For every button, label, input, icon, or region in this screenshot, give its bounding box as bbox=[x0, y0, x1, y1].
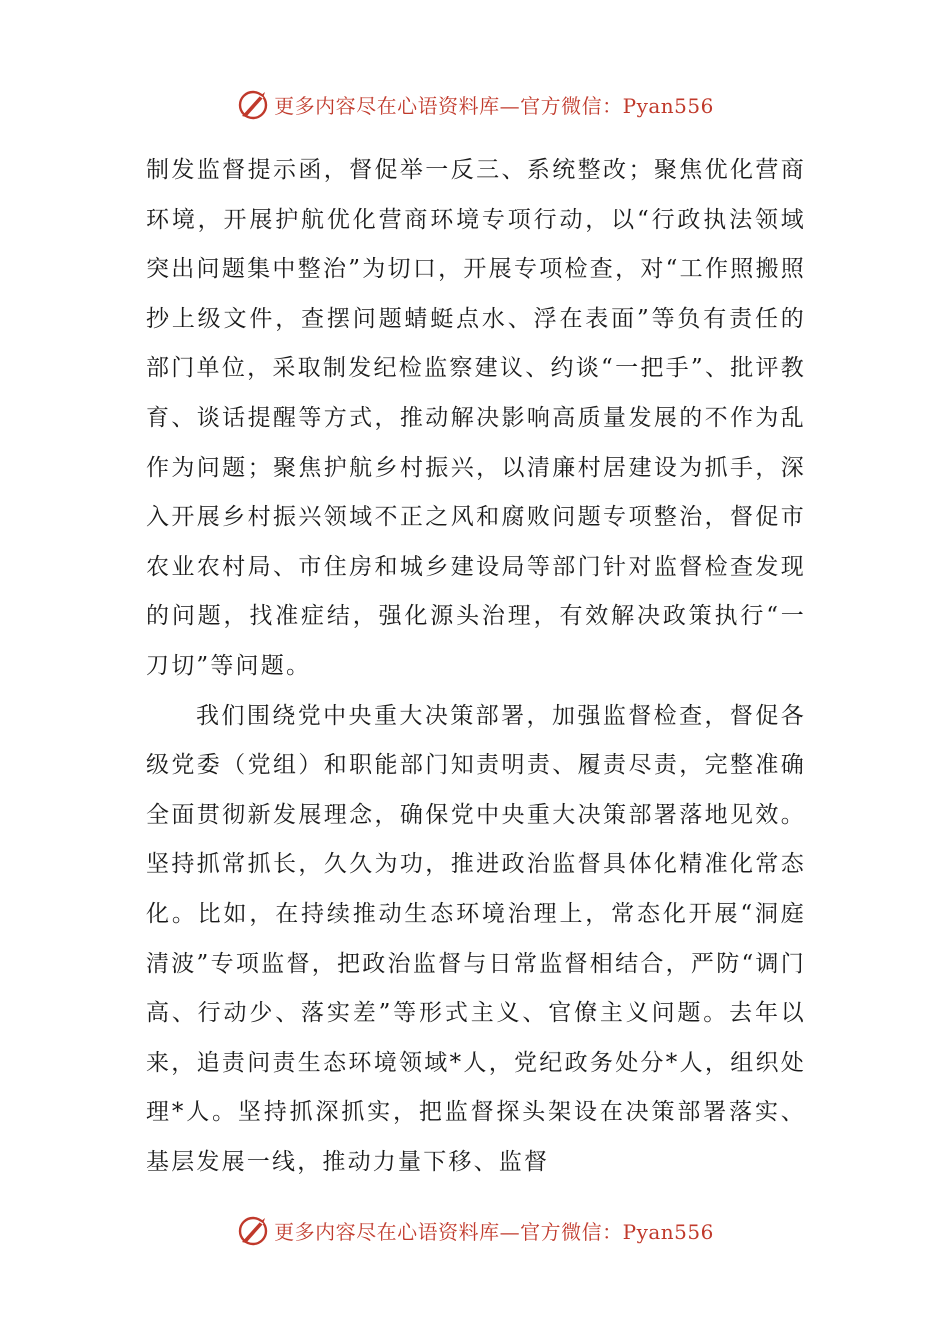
header-banner-text: 更多内容尽在心语资料库—官方微信：Pyan556 bbox=[274, 93, 714, 118]
pen-logo-icon bbox=[236, 1212, 272, 1248]
header-banner bbox=[0, 84, 950, 124]
footer-banner bbox=[0, 1210, 950, 1250]
pen-logo-icon bbox=[236, 86, 272, 122]
paragraph: 制发监督提示函，督促举一反三、系统整改；聚焦优化营商环境，开展护航优化营商环境专项行动，以“行政执法领域突出问题集中整治”为切口，开展专项检查，对“工作照搬照抄上级文件，查摆问题蜻蜓点水、浮在表面”等负有责任的部门单位，采取制发纪检监察建议、约谈“一把手”、批评教育、谈话提醒等方式，推动解决影响高质量发展的不作为乱作为问题；聚焦护航乡村振兴，以清廉村居建设为抓手，深入开展乡村振兴领域不正之风和腐败问题专项整治，督促市农业农村局、市住房和城乡建设局等部门针对监督检查发现的问题，找准症结，强化源头治理，有效解决政策执行“一刀切”等问题。 bbox=[146, 157, 806, 679]
document-body bbox=[146, 146, 806, 1187]
footer-banner-text: 更多内容尽在心语资料库—官方微信：Pyan556 bbox=[274, 1219, 714, 1244]
paragraph: 我们围绕党中央重大决策部署，加强监督检查，督促各级党委（党组）和职能部门知责明责、履责尽责，完整准确全面贯彻新发展理念，确保党中央重大决策部署落地见效。坚持抓常抓长，久久为功，推进政治监督具体化精准化常态化。比如，在持续推动生态环境治理上，常态化开展“洞庭清波”专项监督，把政治监督与日常监督相结合，严防“调门高、行动少、落实差”等形式主义、官僚主义问题。去年以来，追责问责生态环境领域*人，党纪政务处分*人，组织处理*人。坚持抓深抓实，把监督探头架设在决策部署落实、基层发展一线，推动力量下移、监督 bbox=[146, 702, 806, 1175]
